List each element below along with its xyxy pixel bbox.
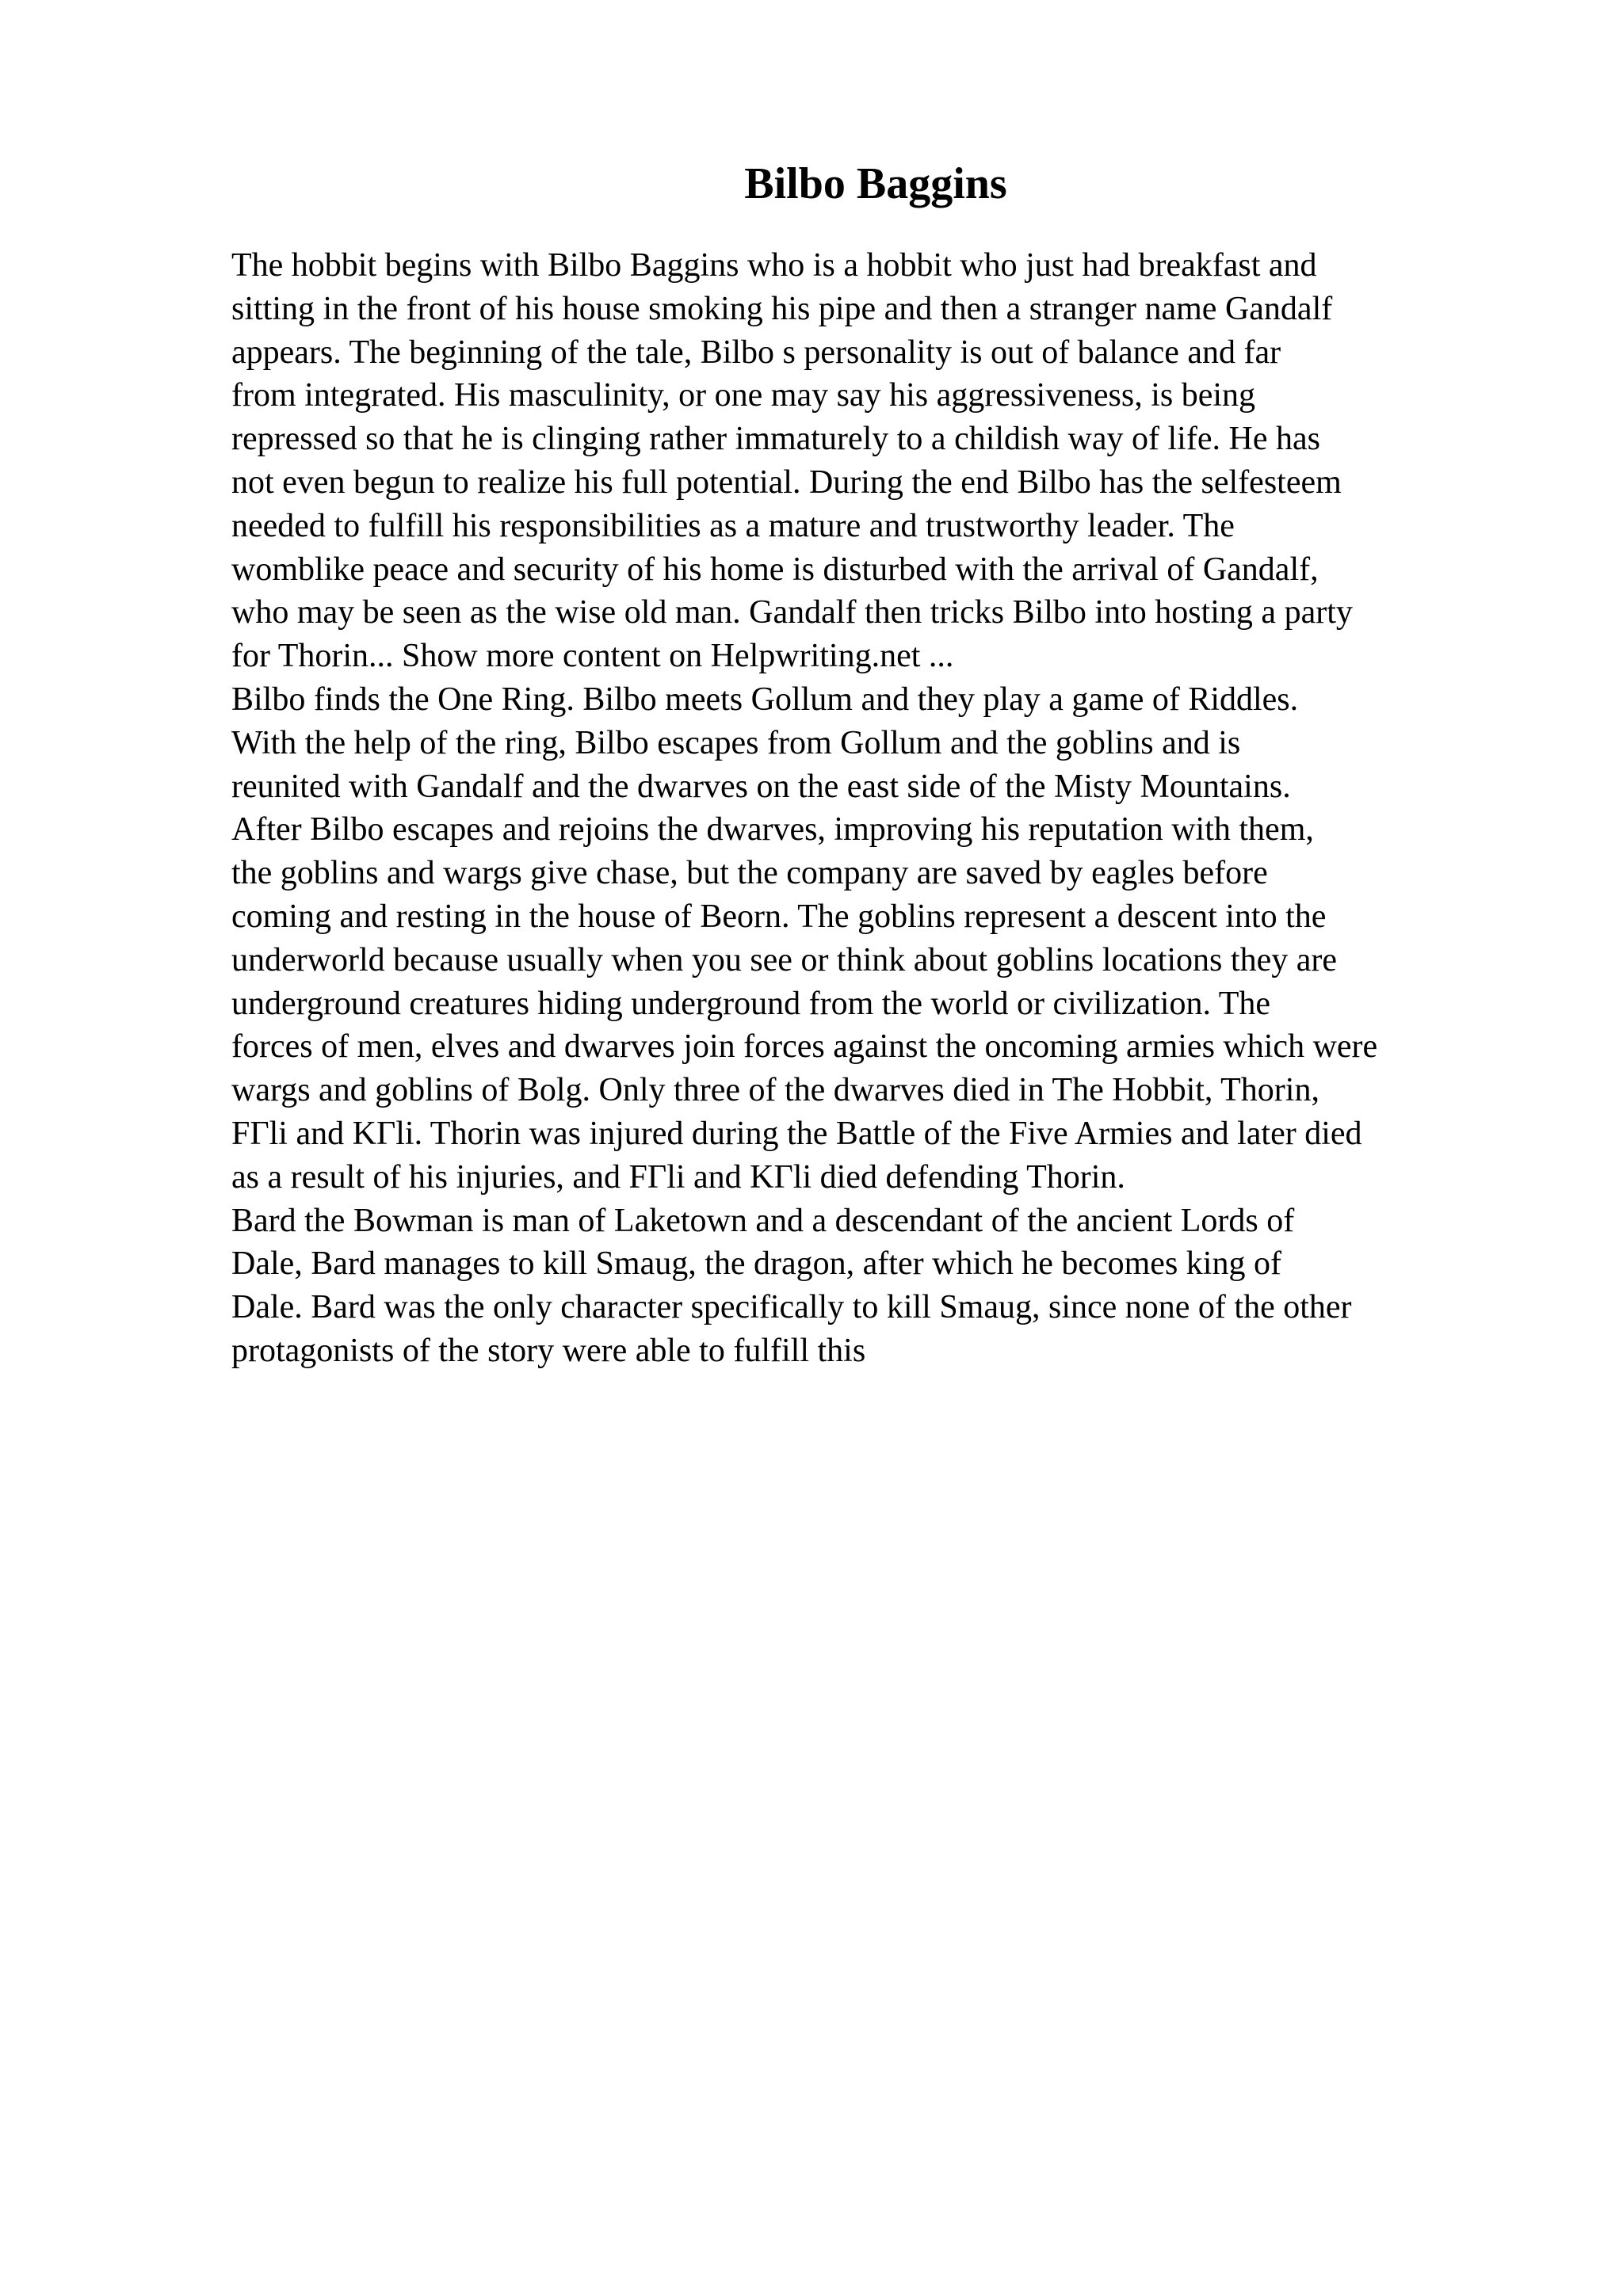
document-body: [231, 244, 1594, 1373]
body-line: Bilbo finds the One Ring. Bilbo meets Gollum and they play a game of Riddles.: [231, 681, 1299, 718]
body-line: who may be seen as the wise old man. Gandalf then tricks Bilbo into hosting a party: [231, 594, 1353, 631]
body-line: the goblins and wargs give chase, but the company are saved by eagles before: [231, 855, 1268, 892]
body-line: After Bilbo escapes and rejoins the dwarves, improving his reputation with them,: [231, 811, 1314, 849]
body-line: repressed so that he is clinging rather immaturely to a childish way of life. He has: [231, 421, 1320, 458]
body-line: Bard the Bowman is man of Laketown and a descendant of the ancient Lords of: [231, 1202, 1295, 1239]
body-line: womblike peace and security of his home is disturbed with the arrival of Gandalf,: [231, 551, 1319, 588]
body-line: Dale. Bard was the only character specifically to kill Smaug, since none of the other: [231, 1289, 1352, 1326]
body-line: reunited with Gandalf and the dwarves on the east side of the Misty Mountains.: [231, 768, 1291, 805]
body-line: not even begun to realize his full potential. During the end Bilbo has the selfesteem: [231, 463, 1342, 501]
body-line: from integrated. His masculinity, or one may say his aggressiveness, is being: [231, 377, 1256, 414]
body-line: protagonists of the story were able to fulfill this: [231, 1332, 866, 1369]
body-line: underworld because usually when you see or think about goblins locations they are: [231, 941, 1337, 978]
body-line: FΓli and KΓli. Thorin was injured during the Battle of the Five Armies and later died: [231, 1115, 1362, 1152]
body-line: wargs and goblins of Bolg. Only three of the dwarves died in The Hobbit, Thorin,: [231, 1072, 1319, 1109]
body-line: appears. The beginning of the tale, Bilbo s personality is out of balance and far: [231, 334, 1281, 371]
body-line: as a result of his injuries, and FΓli and KΓli died defending Thorin.: [231, 1158, 1125, 1196]
body-line: needed to fulfill his responsibilities as a mature and trustworthy leader. The: [231, 507, 1235, 544]
body-line: coming and resting in the house of Beorn. The goblins represent a descent into the: [231, 898, 1327, 935]
body-line: sitting in the front of his house smoking his pipe and then a stranger name Gandalf: [231, 290, 1333, 327]
document-title: Bilbo Baggins: [744, 159, 1007, 208]
body-line: for Thorin... Show more content on Helpwriting.net ...: [231, 638, 954, 675]
body-line: The hobbit begins with Bilbo Baggins who is a hobbit who just had breakfast and: [231, 247, 1317, 284]
body-line: With the help of the ring, Bilbo escapes from Gollum and the goblins and is: [231, 724, 1241, 761]
body-line: forces of men, elves and dwarves join forces against the oncoming armies which were: [231, 1028, 1378, 1066]
body-line: Dale, Bard manages to kill Smaug, the dragon, after which he becomes king of: [231, 1245, 1281, 1283]
body-line: underground creatures hiding underground from the world or civilization. The: [231, 985, 1271, 1022]
